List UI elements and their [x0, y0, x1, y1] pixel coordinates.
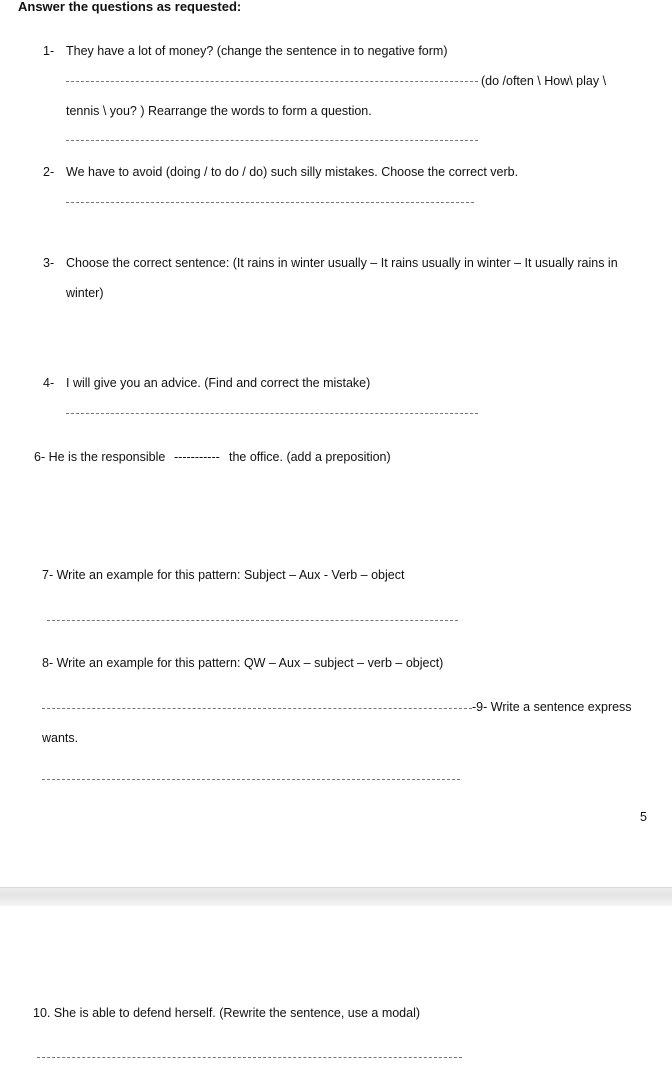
q3-number: 3- [43, 256, 55, 270]
q4-number: 4- [43, 376, 55, 390]
q1-number: 1- [43, 44, 55, 58]
q9-text: -9- Write a sentence express [472, 700, 632, 714]
q8-answer-line[interactable] [42, 708, 472, 709]
q10-answer-line[interactable] [37, 1057, 462, 1058]
q3-text-continued: winter) [66, 286, 104, 300]
q1-question-answer-line[interactable] [66, 140, 478, 141]
q6-prefix: 6- He is the responsible [34, 450, 166, 464]
q2-text: We have to avoid (doing / to do / do) such silly mistakes. Choose the correct verb. [66, 165, 519, 179]
q10-text: 10. She is able to defend herself. (Rewrite the sentence, use a modal) [33, 1006, 421, 1020]
q4-answer-line[interactable] [66, 413, 478, 414]
q7-answer-line[interactable] [47, 620, 458, 621]
q3-text: Choose the correct sentence: (It rains in winter usually – It rains usually in winter – It usually rains in [66, 256, 618, 270]
q1-hint-words: (do /often \ How\ play \ [481, 74, 607, 88]
q1-answer-line[interactable] [66, 81, 478, 82]
q9-answer-line[interactable] [42, 779, 460, 780]
q8-text: 8- Write an example for this pattern: QW – Aux – subject – verb – object) [42, 656, 444, 670]
worksheet-header: Answer the questions as requested: [18, 0, 242, 14]
page-number: 5 [640, 810, 647, 824]
q9-text-continued: wants. [42, 731, 79, 745]
q6-suffix: the office. (add a preposition) [229, 450, 391, 464]
q4-text: I will give you an advice. (Find and correct the mistake) [66, 376, 371, 390]
q2-answer-line[interactable] [66, 202, 474, 203]
q7-text: 7- Write an example for this pattern: Subject – Aux - Verb – object [42, 568, 405, 582]
q2-number: 2- [43, 165, 55, 179]
q1-text-continued: tennis \ you? ) Rearrange the words to form a question. [66, 104, 372, 118]
q1-text: They have a lot of money? (change the sentence in to negative form) [66, 44, 448, 58]
q6-blank[interactable]: ----------- [174, 450, 220, 464]
page-break-divider [0, 887, 672, 906]
